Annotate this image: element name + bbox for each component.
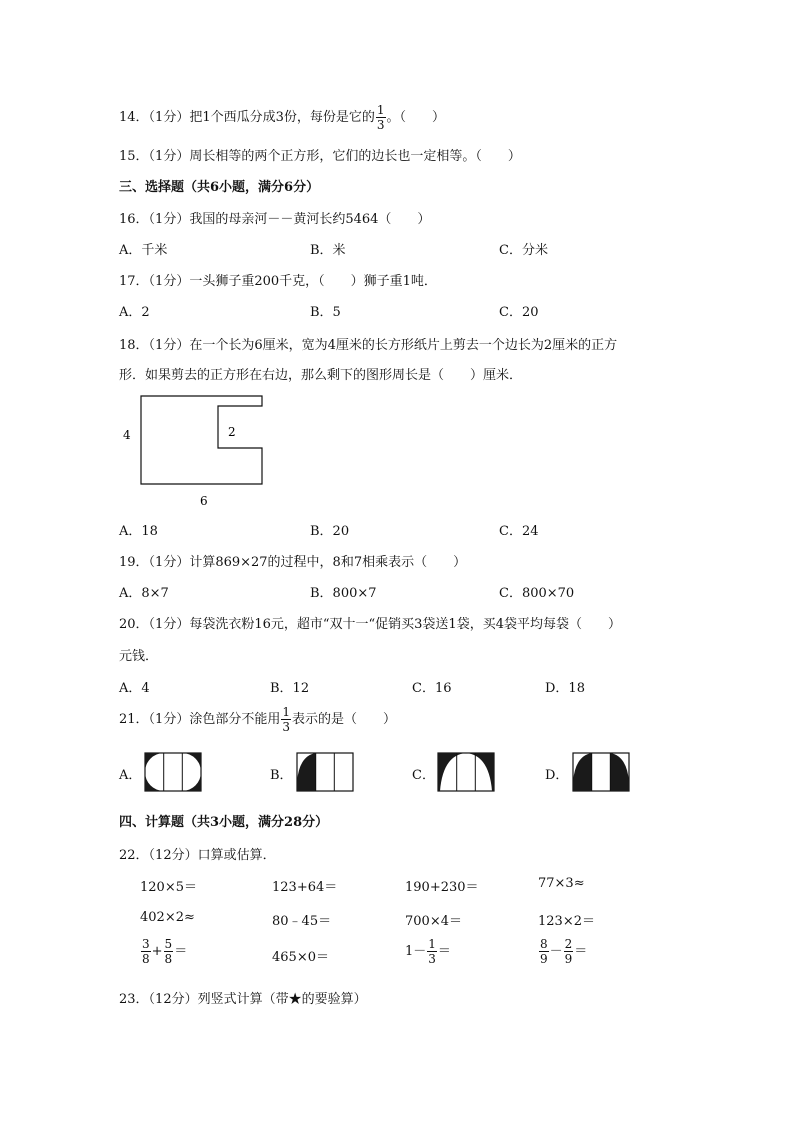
q21-option-a-label: A． [119,768,142,783]
q18-figure [118,392,278,512]
q22-row2-item4: 123×2＝ [538,914,595,929]
question-20-line-1: 20．（1分）每袋洗衣粉16元，超市“双十一“促销买3袋送1袋，买4袋平均每袋（ ） [119,617,621,632]
q22-row1-item1: 120×5＝ [140,880,197,895]
q17-option-c: C．20 [499,305,539,320]
q21-figure-c [437,752,497,793]
q16-option-a: A．千米 [119,243,168,258]
q18-option-b: B．20 [310,524,350,539]
question-23: 23．（12分）列竖式计算（带★的要验算） [119,992,367,1007]
q18-label-side: 2 [228,425,236,439]
q14-text: 14．（1分）把1个西瓜分成3份，每份是它的 [119,110,375,125]
section-4-title: 四、计算题（共3小题，满分28分） [119,815,329,830]
q18-shape-outline [141,396,262,484]
question-21 [119,706,396,733]
q22-row2-item2: 80﹣45＝ [272,914,332,929]
q21-option-b-label: B． [270,768,293,783]
q21-fraction: $\frac{1}{3}$ [282,705,290,734]
q22-row3-item1: $\frac{3}{8}$ + $\frac{5}{8}$ ＝ [142,937,188,966]
question-14 [119,104,445,131]
q21-option-d-label: D． [545,768,569,783]
q17-option-b: B．5 [310,305,341,320]
q21-figure-b [296,752,356,793]
q22-r3c4-frac1: $\frac{8}{9}$ [540,937,548,966]
q22-r3c1-frac1: $\frac{3}{8}$ [142,937,150,966]
question-18-line-2: 形．如果剪去的正方形在右边，那么剩下的图形周长是（ ）厘米． [119,368,523,383]
q22-row1-item3: 190+230＝ [405,880,479,895]
q21-figure-a [144,752,204,793]
q18-option-a: A．18 [119,524,158,539]
q16-option-b: B．米 [310,243,346,258]
q19-option-a: A．8×7 [119,586,169,601]
question-19: 19．（1分）计算869×27的过程中，8和7相乘表示（ ） [119,555,467,570]
q22-row2-item1: 402×2≈ [140,910,195,925]
question-17: 17．（1分）一头狮子重200千克，（ ）狮子重1吨． [119,274,437,289]
q22-row3-item4: $\frac{8}{9}$ － $\frac{2}{9}$ ＝ [540,937,588,966]
q14-tail: 。（ ） [386,110,446,125]
q21-text-post: 表示的是（ ） [291,712,396,727]
section-3-title: 三、选择题（共6小题，满分6分） [119,180,320,195]
q19-option-b: B．800×7 [310,586,377,601]
q20-option-d: D．18 [545,681,585,696]
q22-r3c1-frac2: $\frac{5}{8}$ [164,937,173,966]
q22-row1-item4: 77×3≈ [538,876,585,891]
q18-label-length: 6 [200,494,208,508]
q18-option-c: C．24 [499,524,539,539]
q16-option-c: C．分米 [499,243,548,258]
question-22: 22．（12分）口算或估算． [119,848,276,863]
q22-r3c4-frac2: $\frac{2}{9}$ [564,937,573,966]
q20-option-a: A．4 [119,681,150,696]
question-15: 15．（1分）周长相等的两个正方形，它们的边长也一定相等。（ ） [119,149,521,164]
q17-option-a: A．2 [119,305,150,320]
q21-text-pre: 21．（1分）涂色部分不能用 [119,712,281,727]
q14-fraction: $\frac{1}{3}$ [376,103,385,132]
q21-figure-d [572,752,632,793]
q22-row1-item2: 123+64＝ [272,880,338,895]
question-20-line-2: 元钱． [119,649,159,664]
question-16: 16．（1分）我国的母亲河－－黄河长约5464（ ） [119,212,431,227]
q21-option-c-label: C． [412,768,435,783]
q22-r3c3-frac: $\frac{1}{3}$ [428,937,436,966]
q22-row3-item2: 465×0＝ [272,950,329,965]
q22-row3-item3: 1－ $\frac{1}{3}$ ＝ [405,937,451,966]
q20-option-c: C．16 [412,681,452,696]
question-18-line-1: 18．（1分）在一个长为6厘米，宽为4厘米的长方形纸片上剪去一个边长为2厘米的正方 [119,338,618,353]
q18-label-width: 4 [123,428,131,442]
q19-option-c: C．800×70 [499,586,575,601]
q22-row2-item3: 700×4＝ [405,914,462,929]
q20-option-b: B．12 [270,681,310,696]
